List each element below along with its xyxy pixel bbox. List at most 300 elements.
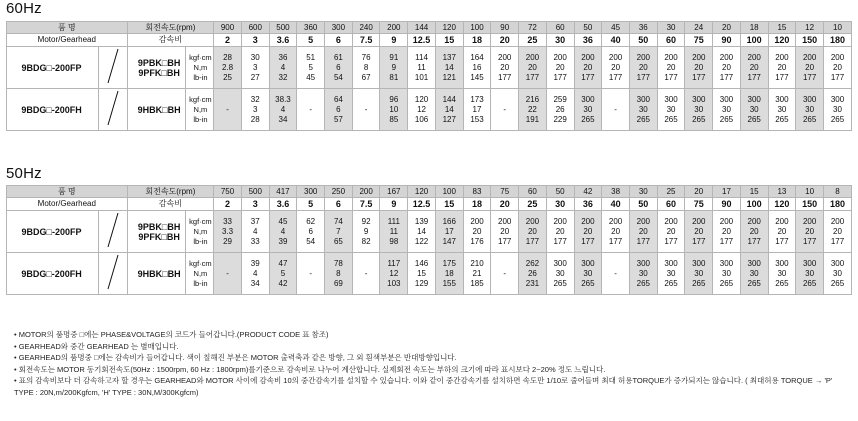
torque-value: 265 bbox=[719, 278, 734, 288]
torque-value: 106 bbox=[414, 114, 429, 124]
torque-value: - bbox=[614, 104, 617, 114]
torque-value: 4 bbox=[253, 226, 258, 236]
torque-value: 74 bbox=[333, 216, 343, 226]
torque-value: 216 bbox=[525, 94, 540, 104]
ratio-cell: 12.5 bbox=[408, 34, 436, 47]
torque-cell bbox=[823, 211, 851, 253]
torque-cell bbox=[352, 89, 380, 131]
ratio-cell: 30 bbox=[546, 198, 574, 211]
unit-label: lb-in bbox=[193, 278, 208, 288]
torque-cell bbox=[491, 47, 519, 89]
torque-value: 200 bbox=[719, 52, 734, 62]
torque-value: 18 bbox=[444, 268, 454, 278]
speed-cell: 20 bbox=[713, 22, 741, 34]
torque-value: 200 bbox=[553, 216, 567, 226]
torque-value: 20 bbox=[583, 226, 593, 236]
torque-value: 200 bbox=[692, 216, 706, 226]
gearhead-model: 9PBK□BH bbox=[137, 57, 181, 68]
ratio-cell: 40 bbox=[602, 34, 630, 47]
torque-value: 20 bbox=[722, 62, 731, 72]
torque-value: 300 bbox=[664, 94, 678, 104]
unit-label: kgf·cm bbox=[189, 94, 212, 104]
speed-cell: 60 bbox=[546, 22, 574, 34]
torque-value: 12 bbox=[417, 104, 427, 114]
torque-value: 30 bbox=[777, 104, 787, 114]
note-item: • 회전속도는 MOTOR 동기회전속도(50Hz : 1500rpm, 60 Hz : 1800rpm)를기준으로 감속비로 나누어 계산합니다. 실제회전 속도는 부하의 크기에 따라 표시보다 2~20% 정도 느립니다. bbox=[14, 364, 606, 374]
torque-value: 166 bbox=[442, 216, 456, 226]
torque-value: 200 bbox=[470, 216, 484, 226]
torque-value: 121 bbox=[442, 72, 456, 82]
torque-value: 300 bbox=[775, 258, 789, 268]
torque-cell bbox=[796, 47, 824, 89]
torque-value: 177 bbox=[664, 236, 678, 246]
torque-value: 54 bbox=[333, 72, 343, 82]
ratio-cell: 30 bbox=[546, 34, 574, 47]
motor-model: 9BDG□-200FP bbox=[7, 47, 99, 89]
slash-line bbox=[100, 253, 126, 291]
torque-value: 200 bbox=[775, 216, 789, 226]
torque-value: 20 bbox=[611, 226, 621, 236]
gearhead-model: 9PBK□BH bbox=[137, 221, 181, 232]
torque-value: 200 bbox=[581, 52, 595, 62]
speed-cell: 75 bbox=[491, 186, 519, 198]
torque-value: 177 bbox=[747, 72, 761, 82]
torque-value: 10 bbox=[389, 104, 399, 114]
torque-cell bbox=[214, 47, 242, 89]
torque-value: 20 bbox=[666, 62, 676, 72]
torque-value: 20 bbox=[722, 226, 731, 236]
torque-value: 20 bbox=[777, 62, 787, 72]
torque-cell bbox=[602, 47, 630, 89]
torque-cell bbox=[241, 253, 269, 295]
torque-value: 42 bbox=[278, 278, 288, 288]
torque-cell bbox=[408, 211, 436, 253]
motor-gearhead-label: Motor/Gearhead bbox=[7, 34, 128, 47]
torque-value: 146 bbox=[414, 258, 429, 268]
torque-cell bbox=[657, 89, 685, 131]
torque-cell bbox=[519, 47, 547, 89]
torque-value: 30 bbox=[722, 104, 731, 114]
torque-value: 20 bbox=[749, 226, 759, 236]
ratio-cell: 100 bbox=[740, 198, 768, 211]
ratio-cell: 90 bbox=[713, 34, 741, 47]
ratio-cell: 3 bbox=[241, 34, 269, 47]
unit-label: lb-in bbox=[193, 236, 208, 246]
ratio-cell: 36 bbox=[574, 34, 602, 47]
torque-value: 191 bbox=[525, 114, 540, 124]
torque-value: 34 bbox=[278, 114, 288, 124]
torque-cell bbox=[352, 253, 380, 295]
torque-value: 28 bbox=[250, 114, 260, 124]
torque-value: 177 bbox=[802, 72, 817, 82]
torque-value: 200 bbox=[608, 52, 623, 62]
torque-value: 20 bbox=[805, 226, 815, 236]
ratio-cell: 20 bbox=[491, 198, 519, 211]
unit-label: kgf·cm bbox=[189, 258, 212, 268]
torque-cell bbox=[629, 89, 657, 131]
motor-model: 9BDG□-200FH bbox=[7, 89, 99, 131]
torque-value: 32 bbox=[250, 94, 260, 104]
speed-cell: 10 bbox=[823, 22, 851, 34]
torque-value: 177 bbox=[498, 236, 512, 246]
torque-value: 177 bbox=[553, 72, 567, 82]
torque-value: 117 bbox=[387, 258, 401, 268]
torque-value: 30 bbox=[555, 268, 565, 278]
motor-gearhead-label: Motor/Gearhead bbox=[7, 198, 128, 211]
torque-value: 14 bbox=[417, 226, 427, 236]
torque-cell bbox=[241, 89, 269, 131]
unit-labels bbox=[185, 211, 214, 253]
torque-value: 20 bbox=[805, 62, 815, 72]
torque-value: - bbox=[309, 104, 313, 114]
torque-value: 231 bbox=[525, 278, 540, 288]
unit-label: lb-in bbox=[193, 114, 208, 124]
torque-value: 177 bbox=[802, 236, 817, 246]
ratio-cell: 150 bbox=[796, 34, 824, 47]
speed-label: 회전속도(rpm) bbox=[127, 186, 214, 198]
torque-cell bbox=[297, 47, 325, 89]
ratio-cell: 75 bbox=[685, 34, 713, 47]
torque-value: 177 bbox=[830, 72, 845, 82]
ratio-cell: 150 bbox=[796, 198, 824, 211]
ratio-cell: 9 bbox=[380, 198, 408, 211]
slash-divider bbox=[99, 253, 128, 295]
torque-cell bbox=[435, 89, 463, 131]
torque-value: 47 bbox=[278, 258, 288, 268]
torque-value: 200 bbox=[719, 216, 734, 226]
speed-cell: 15 bbox=[740, 186, 768, 198]
ratio-cell: 3.6 bbox=[269, 198, 297, 211]
ratio-cell: 25 bbox=[519, 198, 547, 211]
torque-value: 200 bbox=[692, 52, 706, 62]
torque-value: 30 bbox=[749, 104, 759, 114]
torque-value: 34 bbox=[250, 278, 260, 288]
torque-cell bbox=[241, 47, 269, 89]
unit-label: lb-in bbox=[193, 72, 208, 82]
torque-value: 30 bbox=[666, 104, 676, 114]
torque-value: - bbox=[309, 268, 313, 278]
ratio-row bbox=[7, 34, 852, 47]
torque-value: 300 bbox=[664, 258, 678, 268]
unit-label: N,m bbox=[193, 268, 208, 278]
torque-value: 200 bbox=[636, 52, 650, 62]
torque-value: 20 bbox=[527, 226, 537, 236]
speed-header-row bbox=[7, 186, 852, 198]
torque-value: 200 bbox=[802, 52, 817, 62]
ratio-cell: 7.5 bbox=[352, 34, 380, 47]
torque-value: 265 bbox=[830, 114, 845, 124]
torque-value: - bbox=[503, 268, 507, 278]
torque-value: 67 bbox=[361, 72, 371, 82]
torque-cell bbox=[408, 47, 436, 89]
torque-cell bbox=[740, 47, 768, 89]
torque-value: 20 bbox=[527, 62, 537, 72]
torque-value: 173 bbox=[470, 94, 484, 104]
torque-cell bbox=[768, 253, 796, 295]
speed-cell: 24 bbox=[685, 22, 713, 34]
torque-value: 177 bbox=[747, 236, 761, 246]
ratio-cell: 180 bbox=[823, 198, 851, 211]
torque-cell bbox=[408, 253, 436, 295]
torque-value: 45 bbox=[306, 72, 316, 82]
torque-value: 177 bbox=[581, 72, 595, 82]
torque-value: 300 bbox=[581, 258, 595, 268]
torque-value: 92 bbox=[361, 216, 371, 226]
torque-value: 7 bbox=[336, 226, 341, 236]
torque-cell bbox=[602, 211, 630, 253]
torque-value: - bbox=[614, 268, 617, 278]
unit-labels bbox=[185, 47, 214, 89]
torque-value: 265 bbox=[830, 278, 845, 288]
speed-cell: 300 bbox=[325, 22, 353, 34]
gearhead-model: 9PFK□BH bbox=[138, 231, 180, 242]
torque-value: 210 bbox=[470, 258, 484, 268]
torque-value: 177 bbox=[498, 72, 512, 82]
torque-value: 265 bbox=[581, 278, 595, 288]
unit-label: kgf·cm bbox=[189, 216, 212, 226]
torque-value: 177 bbox=[719, 236, 734, 246]
torque-value: 21 bbox=[472, 268, 482, 278]
torque-value: - bbox=[503, 104, 507, 114]
ratio-cell: 25 bbox=[519, 34, 547, 47]
torque-value: 20 bbox=[583, 62, 593, 72]
torque-value: 25 bbox=[223, 72, 232, 82]
torque-value: 82 bbox=[361, 236, 371, 246]
torque-value: 200 bbox=[525, 216, 540, 226]
torque-row bbox=[7, 211, 852, 253]
torque-value: 175 bbox=[442, 258, 456, 268]
torque-cell bbox=[629, 211, 657, 253]
motor-model: 9BDG□-200FP bbox=[7, 211, 99, 253]
torque-value: 12 bbox=[389, 268, 399, 278]
torque-value: 30 bbox=[833, 104, 842, 114]
torque-cell bbox=[546, 89, 574, 131]
slash-divider bbox=[99, 211, 128, 253]
speed-label: 회전속도(rpm) bbox=[127, 22, 214, 34]
ratio-cell: 3 bbox=[241, 198, 269, 211]
speed-cell: 500 bbox=[241, 186, 269, 198]
torque-value: 200 bbox=[830, 216, 845, 226]
torque-cell bbox=[325, 47, 353, 89]
torque-value: 5 bbox=[280, 268, 286, 278]
torque-value: 37 bbox=[250, 216, 260, 226]
torque-value: 265 bbox=[747, 114, 761, 124]
torque-value: 26 bbox=[555, 104, 565, 114]
ratio-cell: 12.5 bbox=[408, 198, 436, 211]
torque-cell bbox=[325, 253, 353, 295]
torque-value: 39 bbox=[278, 236, 288, 246]
torque-cell bbox=[546, 253, 574, 295]
ratio-cell: 180 bbox=[823, 34, 851, 47]
torque-value: 9 bbox=[363, 226, 369, 236]
torque-value: 20 bbox=[555, 226, 565, 236]
speed-cell: 12 bbox=[796, 22, 824, 34]
torque-value: 177 bbox=[719, 72, 734, 82]
torque-cell bbox=[574, 47, 602, 89]
torque-cell bbox=[435, 253, 463, 295]
torque-value: 120 bbox=[414, 94, 429, 104]
torque-value: 300 bbox=[719, 258, 734, 268]
torque-value: 30 bbox=[583, 104, 593, 114]
ratio-cell: 18 bbox=[463, 34, 491, 47]
torque-cell bbox=[602, 89, 630, 131]
torque-cell bbox=[435, 47, 463, 89]
torque-value: 64 bbox=[333, 94, 343, 104]
speed-cell: 30 bbox=[629, 186, 657, 198]
torque-value: 300 bbox=[692, 94, 706, 104]
torque-cell bbox=[796, 89, 824, 131]
torque-value: 300 bbox=[802, 94, 817, 104]
speed-cell: 240 bbox=[352, 22, 380, 34]
ratio-row bbox=[7, 198, 852, 211]
torque-cell bbox=[657, 211, 685, 253]
torque-value: 265 bbox=[636, 114, 650, 124]
torque-value: 265 bbox=[775, 278, 789, 288]
torque-value: 265 bbox=[692, 278, 706, 288]
torque-value: 300 bbox=[747, 94, 761, 104]
torque-value: 15 bbox=[417, 268, 427, 278]
torque-value: 127 bbox=[442, 114, 456, 124]
speed-cell: 250 bbox=[325, 186, 353, 198]
torque-value: 30 bbox=[833, 268, 842, 278]
torque-value: 2.8 bbox=[221, 62, 234, 72]
torque-value: 177 bbox=[608, 236, 623, 246]
torque-cell bbox=[463, 89, 491, 131]
torque-value: 111 bbox=[387, 216, 400, 226]
ratio-cell: 5 bbox=[297, 34, 325, 47]
speed-cell: 100 bbox=[435, 186, 463, 198]
spec-table-50hz bbox=[6, 185, 852, 295]
ratio-cell: 7.5 bbox=[352, 198, 380, 211]
ratio-cell: 15 bbox=[435, 34, 463, 47]
torque-cell bbox=[574, 253, 602, 295]
torque-value: 265 bbox=[636, 278, 650, 288]
torque-cell bbox=[241, 211, 269, 253]
ratio-cell: 9 bbox=[380, 34, 408, 47]
torque-cell bbox=[380, 89, 408, 131]
torque-value: 57 bbox=[333, 114, 343, 124]
torque-cell bbox=[685, 253, 713, 295]
ratio-cell: 15 bbox=[435, 198, 463, 211]
torque-cell bbox=[574, 211, 602, 253]
torque-value: 265 bbox=[581, 114, 595, 124]
torque-value: 39 bbox=[250, 258, 260, 268]
torque-value: 200 bbox=[664, 216, 678, 226]
torque-value: 17 bbox=[444, 226, 454, 236]
torque-row bbox=[7, 47, 852, 89]
torque-value: 265 bbox=[802, 114, 817, 124]
ratio-cell: 20 bbox=[491, 34, 519, 47]
speed-cell: 200 bbox=[380, 22, 408, 34]
torque-value: 9 bbox=[391, 62, 397, 72]
speed-cell: 90 bbox=[491, 22, 519, 34]
notes bbox=[14, 329, 850, 398]
torque-value: 45 bbox=[278, 216, 288, 226]
slash-divider bbox=[99, 89, 128, 131]
torque-cell bbox=[713, 89, 741, 131]
torque-value: 200 bbox=[830, 52, 845, 62]
torque-cell bbox=[380, 47, 408, 89]
torque-cell bbox=[657, 253, 685, 295]
torque-value: 155 bbox=[442, 278, 456, 288]
torque-value: 200 bbox=[525, 52, 540, 62]
speed-cell: 17 bbox=[713, 186, 741, 198]
torque-value: 54 bbox=[306, 236, 316, 246]
speed-cell: 36 bbox=[629, 22, 657, 34]
torque-value: 30 bbox=[722, 268, 731, 278]
torque-value: 36 bbox=[278, 52, 288, 62]
torque-value: 101 bbox=[414, 72, 429, 82]
torque-value: 200 bbox=[608, 216, 623, 226]
section-title-60hz: 60Hz bbox=[6, 0, 42, 17]
torque-value: 200 bbox=[498, 52, 512, 62]
ratio-label: 감속비 bbox=[127, 198, 214, 211]
speed-cell: 83 bbox=[463, 186, 491, 198]
product-label: 품 명 bbox=[7, 22, 128, 34]
torque-cell bbox=[491, 211, 519, 253]
torque-value: 137 bbox=[442, 52, 456, 62]
torque-cell bbox=[768, 211, 796, 253]
torque-cell bbox=[740, 211, 768, 253]
slash-line bbox=[100, 47, 126, 85]
torque-cell bbox=[823, 47, 851, 89]
torque-value: 177 bbox=[636, 236, 650, 246]
torque-cell bbox=[297, 253, 325, 295]
torque-cell bbox=[380, 253, 408, 295]
torque-cell bbox=[740, 253, 768, 295]
torque-cell bbox=[297, 89, 325, 131]
torque-cell bbox=[491, 89, 519, 131]
product-label: 품 명 bbox=[7, 186, 128, 198]
torque-value: 20 bbox=[500, 62, 510, 72]
torque-cell bbox=[546, 47, 574, 89]
speed-cell: 18 bbox=[740, 22, 768, 34]
speed-cell: 10 bbox=[796, 186, 824, 198]
torque-value: 85 bbox=[389, 114, 399, 124]
torque-value: 265 bbox=[664, 114, 678, 124]
gearhead-models bbox=[127, 89, 185, 131]
torque-value: 300 bbox=[830, 258, 845, 268]
torque-value: 177 bbox=[775, 72, 789, 82]
torque-cell bbox=[713, 253, 741, 295]
slash-line bbox=[100, 211, 126, 249]
torque-value: 61 bbox=[333, 52, 343, 62]
speed-header-row bbox=[7, 22, 852, 34]
speed-cell: 72 bbox=[519, 22, 547, 34]
unit-label: N,m bbox=[193, 104, 208, 114]
torque-value: 300 bbox=[719, 94, 734, 104]
speed-cell: 417 bbox=[269, 186, 297, 198]
torque-value: 20 bbox=[500, 226, 510, 236]
torque-value: 200 bbox=[747, 52, 761, 62]
torque-value: 177 bbox=[608, 72, 623, 82]
torque-value: 62 bbox=[306, 216, 316, 226]
torque-value: 30 bbox=[638, 104, 648, 114]
ratio-cell: 60 bbox=[657, 34, 685, 47]
speed-cell: 13 bbox=[768, 186, 796, 198]
torque-cell bbox=[463, 47, 491, 89]
torque-value: 200 bbox=[498, 216, 512, 226]
torque-value: 65 bbox=[333, 236, 343, 246]
speed-cell: 50 bbox=[574, 22, 602, 34]
torque-value: 98 bbox=[389, 236, 399, 246]
torque-cell bbox=[325, 211, 353, 253]
gearhead-models bbox=[127, 211, 185, 253]
speed-cell: 20 bbox=[685, 186, 713, 198]
unit-label: N,m bbox=[193, 226, 208, 236]
torque-value: 200 bbox=[775, 52, 789, 62]
speed-cell: 45 bbox=[602, 22, 630, 34]
